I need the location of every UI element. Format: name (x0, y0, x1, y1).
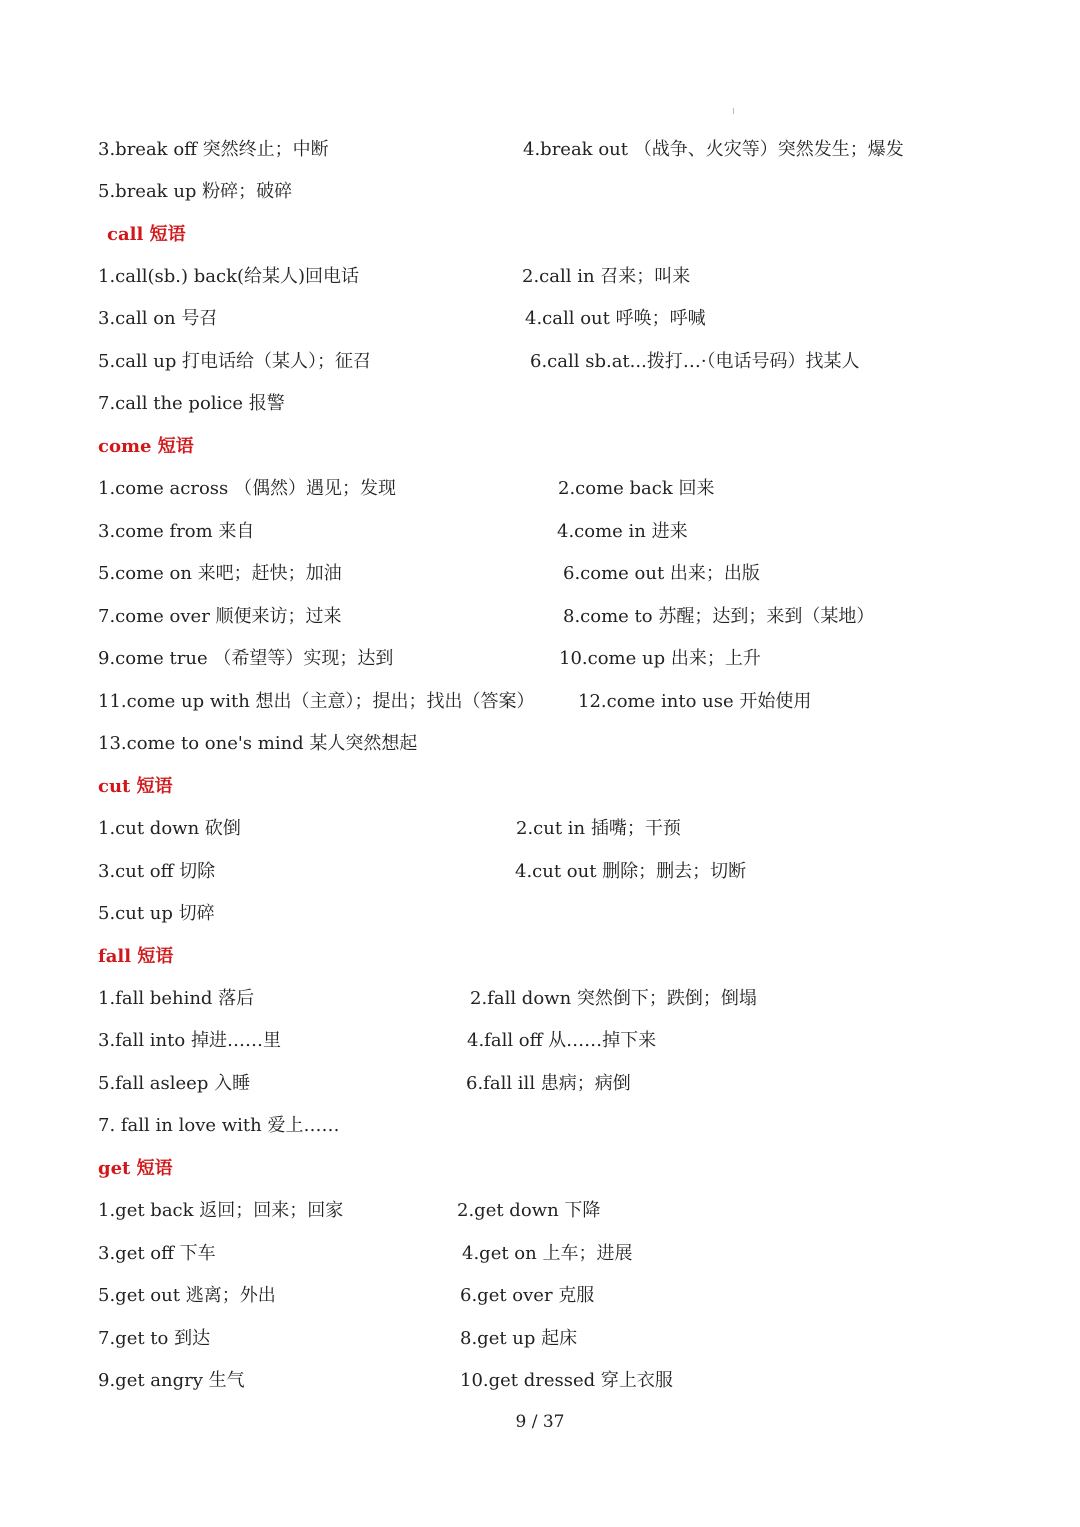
phrase-item: 5.cut up 切碎 (98, 903, 215, 924)
scan-artifact-mark (733, 108, 734, 114)
phrase-item: 4.call out 呼唤；呼喊 (525, 308, 706, 329)
phrase-item: 6.come out 出来；出版 (563, 563, 760, 584)
phrase-item: 5.come on 来吧；赶快；加油 (98, 563, 342, 584)
phrase-item: 2.cut in 插嘴；干预 (516, 818, 681, 839)
phrase-item: 5.fall asleep 入睡 (98, 1073, 251, 1094)
phrase-item: 10.come up 出来；上升 (559, 648, 761, 669)
section-heading-fall: fall 短语 (98, 946, 174, 967)
phrase-item: 3.get off 下车 (98, 1243, 216, 1264)
phrase-item: 2.call in 召来；叫来 (522, 266, 691, 287)
phrase-item: 8.get up 起床 (460, 1328, 578, 1349)
phrase-item: 5.get out 逃离；外出 (98, 1285, 276, 1306)
phrase-item: 4.get on 上车；进展 (462, 1243, 633, 1264)
phrase-item: 4.break out （战争、火灾等）突然发生；爆发 (523, 139, 904, 160)
phrase-item: 2.fall down 突然倒下；跌倒；倒塌 (470, 988, 757, 1009)
phrase-item: 6.get over 克服 (460, 1285, 595, 1306)
phrase-item: 3.break off 突然终止；中断 (98, 139, 329, 160)
phrase-item: 1.call(sb.) back(给某人)回电话 (98, 266, 360, 287)
phrase-item: 9.come true （希望等）实现；达到 (98, 648, 394, 669)
phrase-item: 6.call sb.at...拨打…·（电话号码）找某人 (530, 351, 860, 372)
phrase-item: 4.fall off 从……掉下来 (467, 1030, 657, 1051)
phrase-item: 7.get to 到达 (98, 1328, 211, 1349)
phrase-item: 3.come from 来自 (98, 521, 255, 542)
phrase-item: 1.fall behind 落后 (98, 988, 255, 1009)
phrase-item: 11.come up with 想出（主意）；提出；找出（答案） (98, 691, 535, 712)
phrase-item: 10.get dressed 穿上衣服 (460, 1370, 673, 1391)
phrase-item: 9.get angry 生气 (98, 1370, 245, 1391)
phrase-item: 5.break up 粉碎；破碎 (98, 181, 293, 202)
phrase-item: 7. fall in love with 爱上…… (98, 1115, 340, 1136)
phrase-item: 1.come across （偶然）遇见；发现 (98, 478, 396, 499)
phrase-item: 2.get down 下降 (457, 1200, 601, 1221)
phrase-item: 7.come over 顺便来访；过来 (98, 606, 342, 627)
section-heading-cut: cut 短语 (98, 776, 173, 797)
section-heading-call: call 短语 (107, 224, 186, 245)
phrase-item: 13.come to one's mind 某人突然想起 (98, 733, 418, 754)
phrase-item: 4.cut out 删除；删去；切断 (515, 861, 747, 882)
phrase-item: 3.cut off 切除 (98, 861, 216, 882)
phrase-item: 4.come in 进来 (557, 521, 688, 542)
phrase-item: 8.come to 苏醒；达到；来到（某地） (563, 606, 875, 627)
phrase-item: 3.call on 号召 (98, 308, 218, 329)
phrase-item: 6.fall ill 患病；病倒 (466, 1073, 631, 1094)
phrase-item: 12.come into use 开始使用 (578, 691, 812, 712)
section-heading-come: come 短语 (98, 436, 194, 457)
phrase-item: 3.fall into 掉进……里 (98, 1030, 281, 1051)
phrase-item: 2.come back 回来 (558, 478, 715, 499)
phrase-item: 1.get back 返回；回来；回家 (98, 1200, 344, 1221)
page-number: 9 / 37 (515, 1412, 565, 1432)
phrase-item: 5.call up 打电话给（某人）；征召 (98, 351, 372, 372)
phrase-item: 1.cut down 砍倒 (98, 818, 241, 839)
section-heading-get: get 短语 (98, 1158, 173, 1179)
phrase-item: 7.call the police 报警 (98, 393, 285, 414)
